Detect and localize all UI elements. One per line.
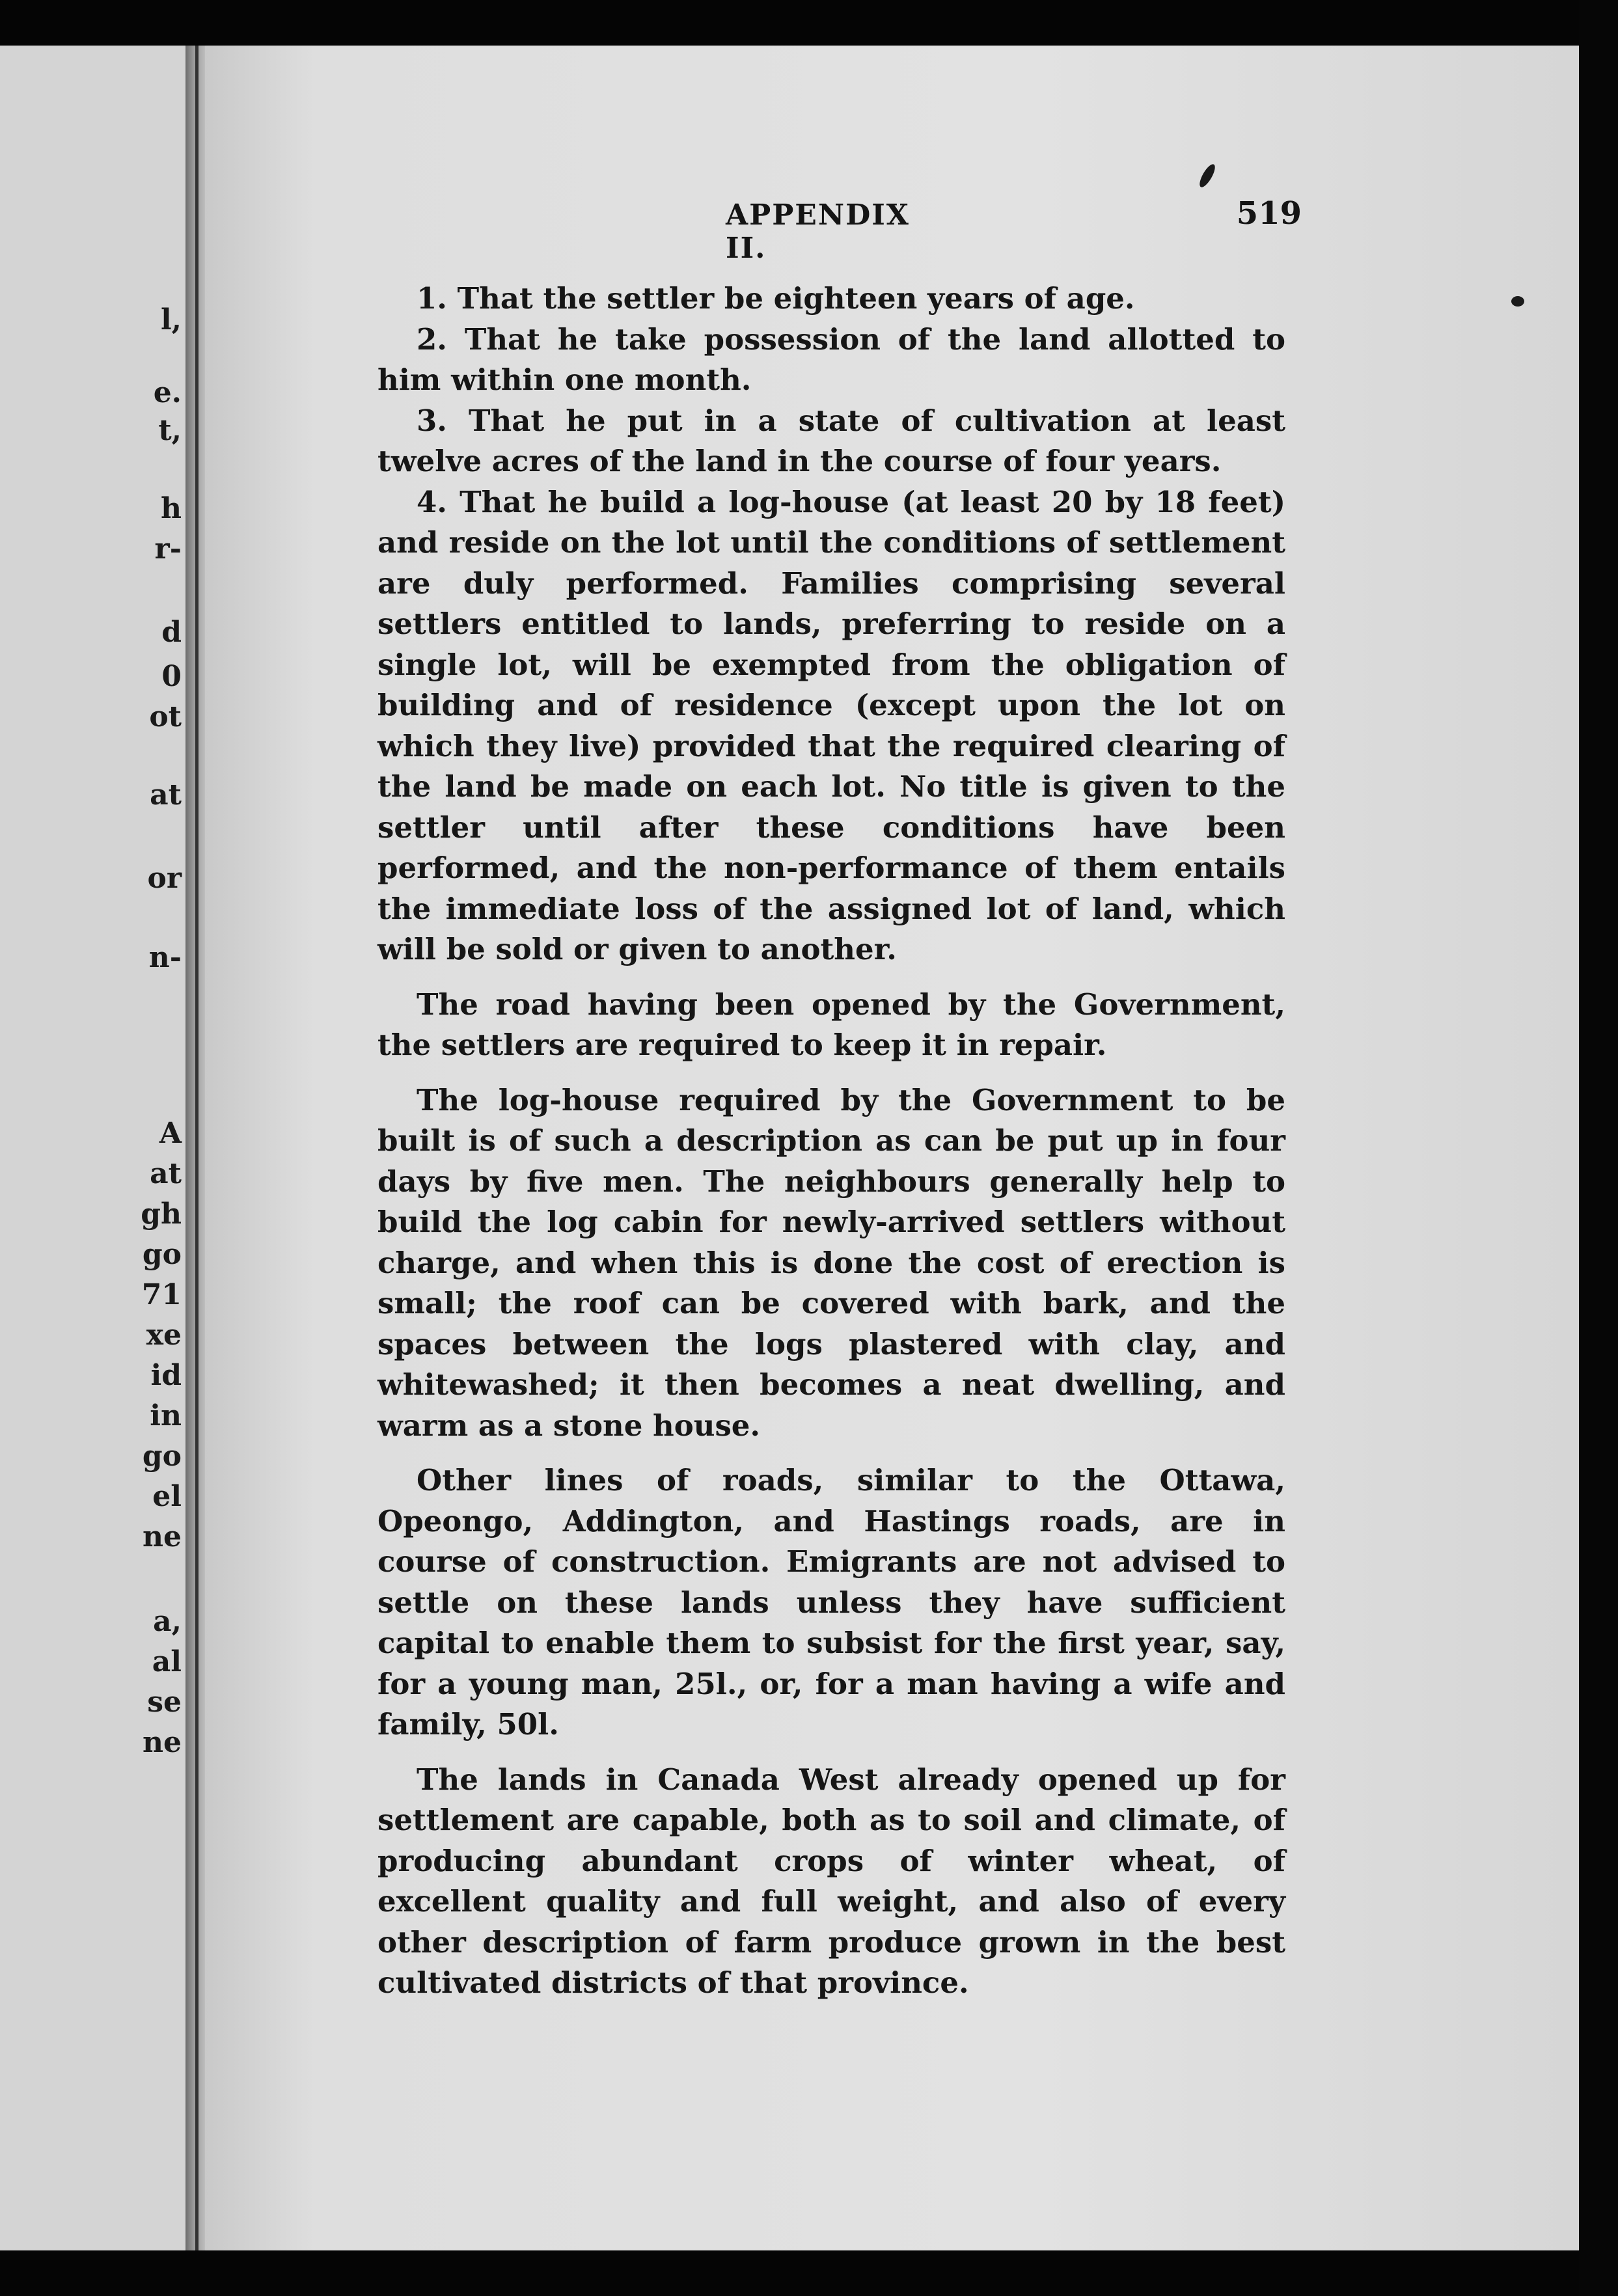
gutter-edge-line [195, 46, 199, 2250]
left-fragment: ne [143, 1520, 182, 1553]
left-fragment: at [150, 778, 182, 812]
left-fragment: 71 [141, 1278, 182, 1311]
left-fragment: al [152, 1645, 182, 1678]
left-fragment: go [142, 1440, 182, 1473]
left-fragment: 0 [161, 660, 182, 693]
left-fragment: at [150, 1157, 182, 1190]
page-number: 519 [1236, 195, 1302, 232]
left-fragment: A [159, 1117, 182, 1150]
page-blemish [1511, 296, 1524, 307]
paragraph: Other lines of roads, similar to the Ottawa, Opeongo, Addington, and Hastings roads, are in course of construction. Emigrants are not advised to settle on these lands unless they have sufficient capital to enable them to subsist for the first year, say, for a young man, 25l., or, for a man having a wife and family, 50l. [377, 1463, 1285, 1742]
left-fragment: n- [148, 941, 182, 974]
left-fragment: id [150, 1359, 182, 1392]
left-fragment: go [142, 1238, 182, 1271]
left-fragment: t, [158, 414, 182, 447]
left-fragment: e. [153, 376, 182, 409]
left-fragment: a, [153, 1605, 182, 1638]
paragraph: The lands in Canada West already opened up for settlement are capable, both as to soil and climate, of producing abundant crops of winter wheat, of excellent quality and full weight, and also of every other description of farm produce grown in the best cultivated districts of that province. [377, 1762, 1285, 2000]
scan-top-border [0, 0, 1618, 46]
left-fragment: se [147, 1686, 182, 1719]
page-body [377, 279, 1285, 2004]
left-fragment: ne [143, 1726, 182, 1759]
left-fragment: r- [154, 532, 182, 566]
paragraph: The road having been opened by the Government, the settlers are required to keep it in repair. [377, 987, 1285, 1062]
scan-right-border [1579, 0, 1618, 2296]
left-fragment: ot [149, 700, 182, 733]
running-header: APPENDIX II. [726, 198, 910, 265]
paragraph: 2. That he take possession of the land allotted to him within one month. [377, 321, 1285, 397]
paragraph: 1. That the settler be eighteen years of age. [417, 281, 1135, 316]
left-fragment: in [150, 1399, 182, 1432]
scan-bottom-border [0, 2250, 1618, 2296]
left-fragment: l, [160, 303, 182, 336]
left-fragment: el [152, 1480, 182, 1513]
left-fragment: xe [146, 1319, 182, 1352]
paragraph: 4. That he build a log-house (at least 20 by 18 feet) and reside on the lot until the conditions of settlement are duly performed. Families comprising several settlers entitled to lands, preferring to reside on a single lot, will be exempted from the obligation of building and of residence (except upon the lot on which they live) provided that the required clearing of the land be made on each lot. No title is given to the settler until after these conditions have been performed, and the non-performance of them entails the immediate loss of the assigned lot of land, which will be sold or given to another. [377, 484, 1285, 966]
left-fragment: gh [141, 1197, 182, 1231]
left-page-edge [0, 46, 185, 2250]
left-fragment: or [147, 862, 182, 895]
left-fragment: h [161, 492, 182, 525]
paragraph: 3. That he put in a state of cultivation at least twelve acres of the land in the course of four years. [377, 403, 1285, 478]
left-fragment: d [161, 616, 182, 649]
paragraph: The log-house required by the Government to be built is of such a description as can be put up in four days by five men. The neighbours generally help to build the log cabin for newly-arrived settlers without charge, and when this is done the cost of erection is small; the roof can be covered with bark, and the spaces between the logs plastered with clay, and whitewashed; it then becomes a neat dwelling, and warm as a stone house. [377, 1082, 1285, 1443]
